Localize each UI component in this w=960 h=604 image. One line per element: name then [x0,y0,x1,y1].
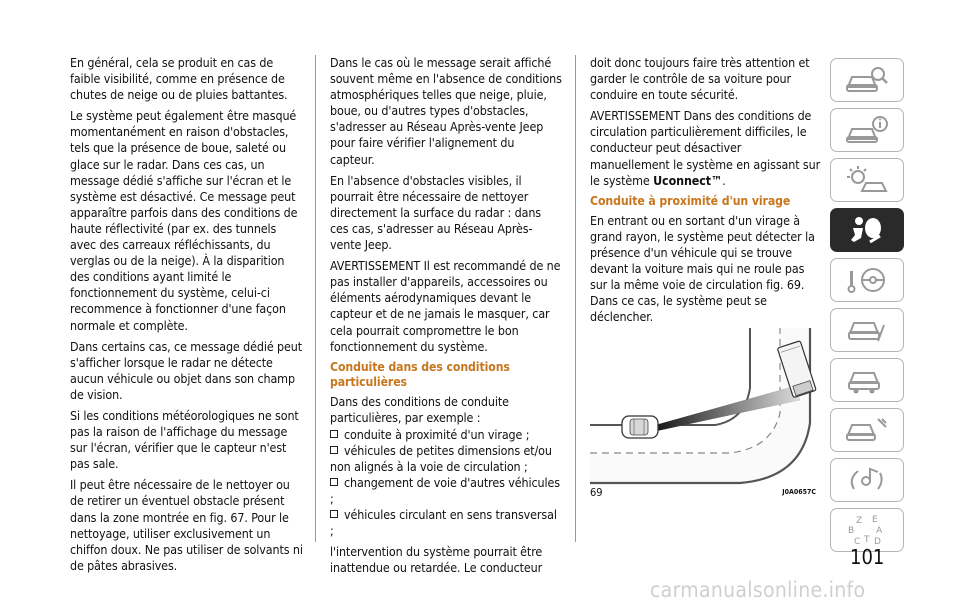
text-column-3 [590,55,822,330]
car-info-icon [844,115,890,145]
multimedia-icon [844,465,890,495]
curve-road-diagram [590,328,820,488]
figure-number: 69 [590,486,603,499]
bullet-square-icon [330,430,338,438]
tab-multimedia[interactable] [830,458,904,502]
tab-technical-data[interactable] [830,408,904,452]
paragraph: AVERTISSEMENT Il est recommandé de ne pas installer d'appareils, accessoires ou éléments aérodynamiques devant le capteur et de ne jamais le masquer, car cela pourrait compromettre le bon fonctionnement du système. [330,258,561,354]
paragraph: doit donc toujours faire très attention et garder le contrôle de sa voiture pour conduire en toute sécurité. [590,55,810,103]
tab-maintenance[interactable] [830,358,904,402]
list-item: conduite à proximité d'un virage ; [330,427,562,443]
list-item: véhicules de petites dimensions et/ou non alignés à la voie de circulation ; [330,442,552,475]
index-icon [844,513,890,547]
index-letter: T [864,535,870,545]
index-letter: E [872,515,878,525]
chapter-sidebar [830,58,906,558]
index-letter: D [874,537,881,547]
paragraph: Dans des conditions de conduite particulières, par exemple : [330,393,509,425]
car-icon [622,416,658,438]
list-item: changement de voie d'autres véhicules ; [330,475,560,507]
index-letter: C [854,537,861,547]
car-road-icon [844,315,890,345]
paragraph: AVERTISSEMENT Dans des conditions de circulation particulièrement difficiles, le conducteur peut désactiver manuellement le système en agissant sur le système Uconnect™. [590,108,821,188]
uconnect-label: Uconnect™ [653,172,723,188]
column-divider [575,55,576,542]
dashboard-lights-icon [844,165,890,195]
steering-start-icon [844,265,890,295]
column-divider [315,55,316,542]
text-column-1 [70,55,305,579]
paragraph: Si les conditions météorologiques ne sont pas la raison de l'affichage du message sur l'écran, vérifier que le capteur n'est pas sale. [70,407,299,472]
paragraph: l'intervention du système pourrait être inattendue ou retardée. Le conducteur [330,543,543,575]
paragraph: En général, cela se produit en cas de faible visibilité, comme en présence de chutes de neige ou de pluies battantes. [70,55,288,103]
text-column-2 [330,55,562,581]
tab-car-search[interactable] [830,58,904,102]
tab-car-info[interactable] [830,108,904,152]
index-letter: B [848,526,855,536]
list-item: véhicules circulant en sens transversal ; [330,507,557,539]
bullet-square-icon [330,446,338,454]
bullet-square-icon [330,510,338,518]
car-search-icon [844,65,890,95]
car-service-icon [844,365,890,395]
paragraph: En l'absence d'obstacles visibles, il pourrait être nécessaire de nettoyer directement la surface du radar : dans ces cas, s'adresser au Réseau Après-vente Jeep. [330,172,542,253]
tab-starting-driving[interactable] [830,258,904,302]
paragraph: Le système peut également être masqué momentanément en raison d'obstacles, tels que la présence de boue, saleté ou glace sur le radar. Dans ces cas, un message dédié s'affiche sur l'écran et le système est désactivé. Ce message peut apparaître parfois dans des conditions de haute réflectivité (par ex. des tunnels avec des carreaux réfléchissants, du verglas ou de la neige). À la disparition des conditions ayant limité le fonctionnement du système, celui-ci recommence à fonctionner d'une façon normale et complète. [70,108,298,333]
index-letter: Z [856,516,863,526]
car-tools-icon [844,415,890,445]
paragraph: Dans le cas où le message serait affiché souvent même en l'absence de conditions atmosphériques telles que neige, pluie, boue, ou d'autres types d'obstacles, s'adresser au Réseau Après-vente Jeep pour faire vérifier l'alignement du capteur. [330,55,562,167]
tab-dashboard-lights[interactable] [830,158,904,202]
paragraph: Il peut être nécessaire de le nettoyer ou de retirer un éventuel obstacle présent dans la zone montrée en fig. 67. Pour le nettoyage, utiliser exclusivement un chiffon doux. Ne pas utiliser de solvants ni de pâtes abrasives. [70,477,303,573]
page-number: 101 [850,545,885,569]
bullet-square-icon [330,478,338,486]
tab-safety[interactable] [830,208,904,252]
watermark: carmanualsonline.info [650,578,866,602]
figure-code: J0A0657C [782,488,816,496]
paragraph: Dans certains cas, ce message dédié peut s'afficher lorsque le radar ne détecte aucun véhicule ou objet dans son champ de vision. [70,338,303,402]
tab-emergency[interactable] [830,308,904,352]
safety-airbag-icon [844,214,890,246]
figure-curve-illustration [590,328,820,503]
paragraph: En entrant ou en sortant d'un virage à grand rayon, le système peut détecter la présence d'un véhicule qui se trouve devant la voiture mais qui ne roule pas sur la même voie de circulation fig. 69. Dans ce cas, le système peut se déclencher. [590,212,815,325]
figure-caption [590,486,820,499]
section-heading: Conduite à proximité d'un virage [590,193,791,208]
index-letter: A [876,526,883,536]
section-heading: Conduite dans des conditions particulières [330,359,510,389]
